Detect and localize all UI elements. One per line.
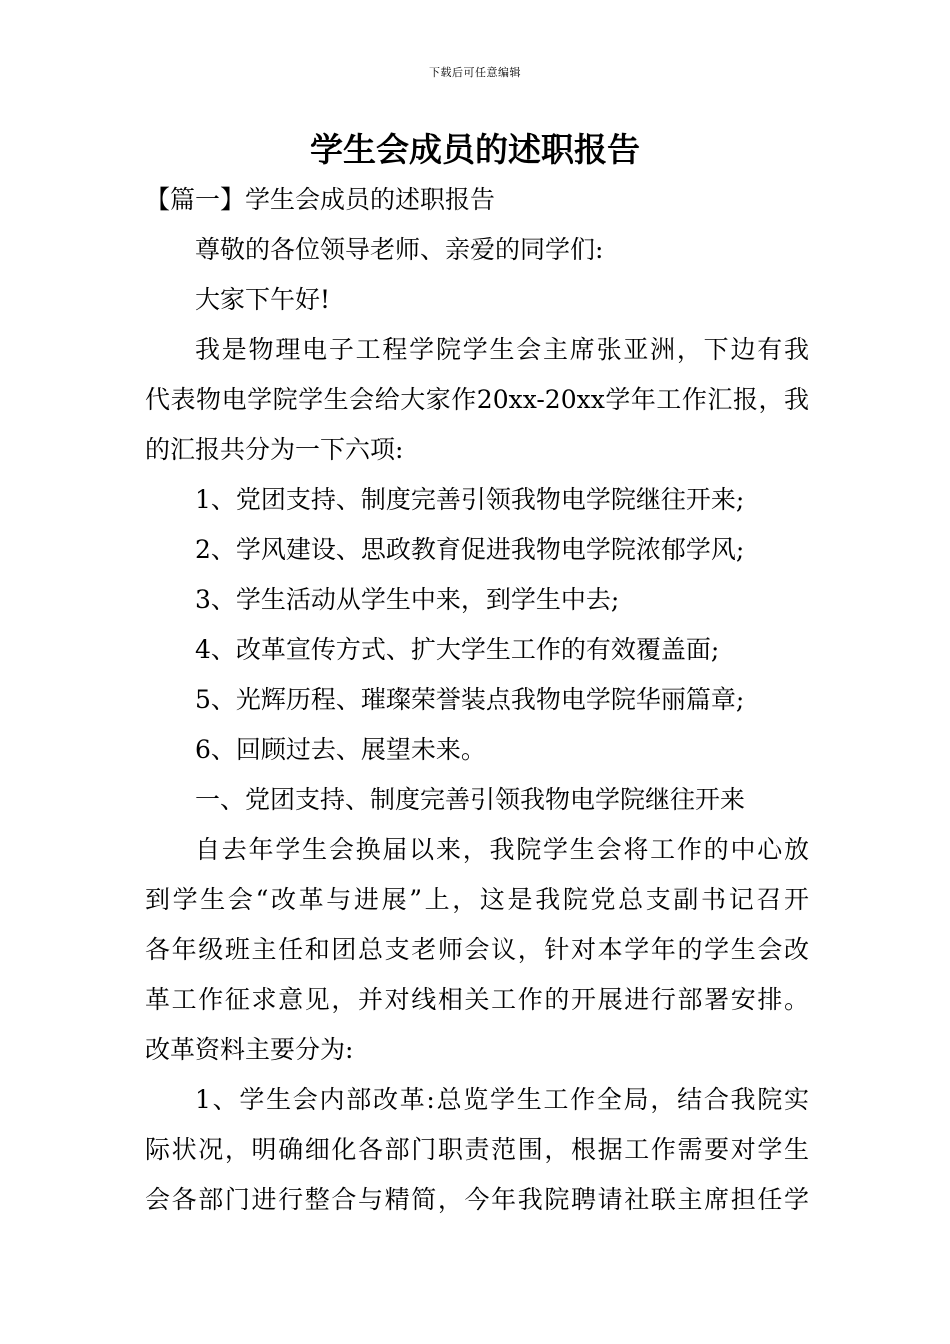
text-line: 3、学生活动从学生中来，到学生中去; — [195, 585, 620, 614]
text-line: 各年级班主任和团总支老师会议，针对本学年的学生会改 — [145, 935, 809, 964]
text-line: 革工作征求意见，并对线相关工作的开展进行部署安排。 — [145, 985, 809, 1014]
text-line: 大家下午好! — [195, 285, 331, 314]
text-line: 尊敬的各位领导老师、亲爱的同学们: — [195, 235, 604, 264]
text-line: 4、改革宣传方式、扩大学生工作的有效覆盖面; — [195, 635, 720, 664]
document-body — [145, 175, 809, 1225]
text-line: 2、学风建设、思政教育促进我物电学院浓郁学风; — [195, 535, 745, 564]
text-line: 5、光辉历程、璀璨荣誉装点我物电学院华丽篇章; — [195, 685, 745, 714]
header-note: 下载后可任意编辑 — [429, 66, 521, 79]
text-line: 际状况，明确细化各部门职责范围，根据工作需要对学生 — [145, 1135, 809, 1164]
text-line: 【篇一】学生会成员的述职报告 — [145, 185, 496, 214]
text-line: 到学生会“改革与进展”上，这是我院党总支副书记召开 — [145, 885, 809, 914]
text-line: 改革资料主要分为: — [145, 1035, 354, 1064]
text-line: 6、回顾过去、展望未来。 — [195, 735, 486, 764]
text-line: 代表物电学院学生会给大家作20xx-20xx学年工作汇报，我 — [145, 385, 809, 414]
text-line: 自去年学生会换届以来，我院学生会将工作的中心放 — [195, 835, 809, 864]
text-line: 我是物理电子工程学院学生会主席张亚洲，下边有我 — [195, 335, 809, 364]
text-line: 会各部门进行整合与精简，今年我院聘请社联主席担任学 — [145, 1185, 809, 1214]
text-line: 的汇报共分为一下六项: — [145, 435, 404, 464]
text-line: 1、党团支持、制度完善引领我物电学院继往开来; — [195, 485, 745, 514]
text-line: 1、学生会内部改革:总览学生工作全局，结合我院实 — [195, 1085, 809, 1114]
document-title: 学生会成员的述职报告 — [310, 130, 640, 169]
text-line: 一、党团支持、制度完善引领我物电学院继往开来 — [195, 785, 746, 814]
